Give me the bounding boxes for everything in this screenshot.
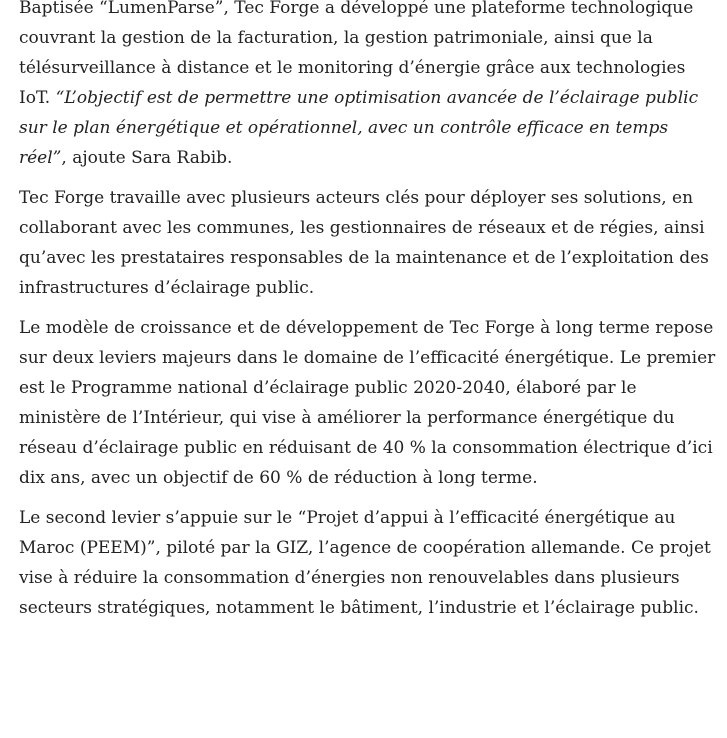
paragraph-lumenparse <box>19 0 719 173</box>
paragraph-growth-model: Le modèle de croissance et de développement de Tec Forge à long terme repose sur deux leviers majeurs dans le domaine de l’efficacité énergétique. Le premier est le Programme national d’éclairage public 2020-2040, élaboré par le ministère de l’Intérieur, qui vise à améliorer la performance énergétique du réseau d’éclairage public en réduisant de 40 % la consommation électrique d’ici dix ans, avec un objectif de 60 % de réduction à long terme. <box>19 318 716 488</box>
quote-attribution: , ajoute Sara Rabib. <box>61 148 233 168</box>
paragraph-partners: Tec Forge travaille avec plusieurs acteurs clés pour déployer ses solutions, en collaborant avec les communes, les gestionnaires de réseaux et de régies, ainsi qu’avec les prestataires responsables de la maintenance et de l’exploitation des infrastructures d’éclairage public. <box>19 188 709 298</box>
article-body <box>19 0 719 633</box>
paragraph-text: Baptisée “LumenParse”, Tec Forge a développé une plateforme technologique couvrant la gestion de la facturation, la gestion patrimoniale, ainsi que la télésurveillance à distance et le monitoring d’énergie grâce aux technologies IoT. <box>19 0 694 108</box>
paragraph-second-lever: Le second levier s’appuie sur le “Projet d’appui à l’efficacité énergétique au Maroc (PEEM)”, piloté par la GIZ, l’agence de coopération allemande. Ce projet vise à réduire la consommation d’énergies non renouvelables dans plusieurs secteurs stratégiques, notamment le bâtiment, l’industrie et l’éclairage public. <box>19 508 711 618</box>
quote-sara-rabib: “L’objectif est de permettre une optimisation avancée de l’éclairage public sur le plan énergétique et opérationnel, avec un contrôle efficace en temps réel” <box>19 88 699 168</box>
